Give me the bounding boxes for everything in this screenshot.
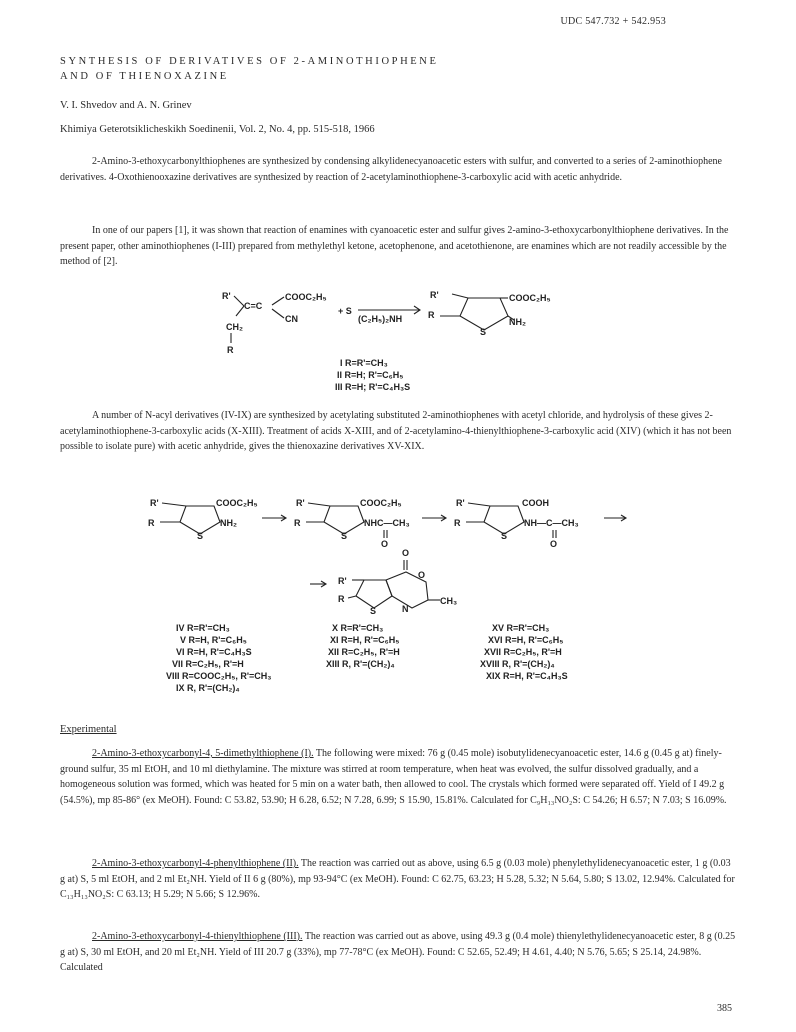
- acetamide-r: R: [294, 518, 301, 528]
- oxazine-ring-s: S: [370, 606, 377, 616]
- journal-citation: Khimiya Geterotsiklicheskikh Soedinenii, Vol. 2, No. 4, pp. 515-518, 1966: [60, 124, 375, 135]
- legend-item: III R=H; R'=C₄H₃S: [335, 382, 411, 392]
- oxazine-carbonyl-o: O: [402, 548, 410, 558]
- experimental-paragraph-3: [60, 929, 736, 976]
- scheme1-product: [428, 290, 551, 337]
- legend-item: XI R=H, R'=C₆H₅: [330, 635, 400, 645]
- legend-item: VII R=C₂H₅, R'=H: [172, 659, 244, 669]
- legend-item: VI R=H, R'=C₄H₃S: [176, 647, 252, 657]
- authors: V. I. Shvedov and A. N. Grinev: [60, 100, 192, 111]
- legend-item: II R=H; R'=C₆H₅: [337, 370, 404, 380]
- paragraph-text: The following were mixed: 76 g (0.45 mole) isobutylidenecyanoacetic ester, 14.6 g (0.45 g at) finely-ground sulfur, 35 ml EtOH, and 10 ml diethylamine. The mixture was stirred at room temperature, when heat was evolved, the sulfur dissolved gradually, and a homogeneous solution was formed, which was heated for 5 min on a water bath, then allowed to cool. The crystals which formed were separated off. Yield of I 49.2 g (54.5%), mp 85-86° (ex MeOH). Found: C 53.82, 53.90; H 6.28, 6.52; N 7.28, 6.99; S 15.90, 15.81%. Calculated for C₉H₁₃NO₂S: C 54.26; H 6.57; N 7.03; S 16.09%.: [60, 748, 727, 806]
- reactant-c-eq-c: C=C: [244, 301, 263, 311]
- acid-oxygen: O: [550, 539, 558, 549]
- intro-paragraph: In one of our papers [1], it was shown that reaction of enamines with cyanoacetic ester and sulfur gives 2-amino-3-ethoxycarbonylthiophene derivatives. In the present paper, other aminothiophenes (I-III) prepared from methylethyl ketone, acetophenone, and acetothienone, are enamines which are not readily accessible by the method of [2].: [60, 225, 729, 267]
- reactant-rprime: R': [222, 291, 231, 301]
- catalyst-label: (C₂H₅)₂NH: [358, 314, 403, 324]
- product-ester: COOC₂H₅: [509, 293, 551, 303]
- reactant-ch2: CH₂: [226, 322, 243, 332]
- acid-cooh: COOH: [522, 498, 549, 508]
- compound-name: 2-Amino-3-ethoxycarbonyl-4-phenylthiophene (II).: [92, 858, 299, 869]
- acetamide-ester: COOC₂H₅: [360, 498, 402, 508]
- scheme2-legend-col3: [480, 623, 568, 681]
- section-heading: Experimental: [60, 724, 117, 735]
- reactant-cn: CN: [285, 314, 298, 324]
- scheme2-thienoxazine: [310, 548, 457, 616]
- scheme2-amine: [148, 498, 286, 541]
- paragraph-text: The reaction was carried out as above, using 49.3 g (0.4 mole) thienylethylidenecyanoacetic ester, 8 g (0.25 g at) S, 30 ml EtOH, and 20 ml Et₂NH. Yield of III 20.7 g (33%), mp 77-78°C (ex MeOH). Found: C 52.65, 52.49; H 4.61, 4.40; N 5.76, 5.65; S 25.14, 24.98%. Calculated: [60, 931, 736, 973]
- legend-item: IX R, R'=(CH₂)₄: [176, 683, 240, 693]
- oxazine-rprime: R': [338, 576, 347, 586]
- product-r: R: [428, 310, 435, 320]
- reactant-r: R: [227, 345, 234, 355]
- plus-sulfur: + S: [338, 306, 352, 316]
- acetamide-group: NHC—CH₃: [364, 518, 410, 528]
- oxazine-r: R: [338, 594, 345, 604]
- legend-item: XV R=R'=CH₃: [492, 623, 550, 633]
- compound-name: 2-Amino-3-ethoxycarbonyl-4-thienylthiophene (III).: [92, 931, 303, 942]
- amine-nh2: NH₂: [220, 518, 237, 528]
- legend-item: V R=H, R'=C₆H₅: [180, 635, 247, 645]
- udc-code: UDC 547.732 + 542.953: [560, 16, 666, 27]
- acid-r: R: [454, 518, 461, 528]
- legend-item: VIII R=COOC₂H₅, R'=CH₃: [166, 671, 272, 681]
- legend-item: XIX R=H, R'=C₄H₃S: [486, 671, 568, 681]
- product-rprime: R': [430, 290, 439, 300]
- scheme1-legend: [335, 358, 410, 392]
- legend-item: XVI R=H, R'=C₆H₅: [488, 635, 564, 645]
- oxazine-ring-o: O: [418, 570, 426, 580]
- legend-item: X R=R'=CH₃: [332, 623, 384, 633]
- title-line-1: SYNTHESIS OF DERIVATIVES OF 2-AMINOTHIOPHENE: [60, 56, 439, 67]
- product-s: S: [480, 327, 487, 337]
- scheme2-acetamide: [294, 498, 446, 549]
- amine-rprime: R': [150, 498, 159, 508]
- reactant-ester: COOC₂H₅: [285, 292, 327, 302]
- abstract: 2-Amino-3-ethoxycarbonylthiophenes are synthesized by condensing alkylidenecyanoacetic esters with sulfur, and converted to a series of 2-aminothiophene derivatives. 4-Oxothienooxazine derivatives are synthesized by reaction of 2-acetylaminothiophene-3-carboxylic acid with acetic anhydride.: [60, 156, 722, 183]
- amine-r: R: [148, 518, 155, 528]
- acid-amide: NH—C—CH₃: [524, 518, 579, 528]
- legend-item: I R=R'=CH₃: [340, 358, 388, 368]
- oxazine-ring-n: N: [402, 604, 409, 614]
- title-line-2: AND OF THIENOXAZINE: [60, 71, 229, 82]
- oxazine-ch3: CH₃: [440, 596, 458, 606]
- body-paragraph: A number of N-acyl derivatives (IV-IX) are synthesized by acetylating substituted 2-aminothiophenes with acetyl chloride, and hydrolysis of these gives 2-acetylaminothiophene-3-carboxylic acids (X-XIII). Treatment of acids X-XIII, and of 2-acetylamino-4-thienylthiophene-3-carboxylic acid (XIV) (which it has not been possible to isolate pure) with acetic anhydride, gives the thienoxazine derivatives XV-XIX.: [60, 410, 732, 452]
- acid-s: S: [501, 531, 508, 541]
- acetamide-rprime: R': [296, 498, 305, 508]
- legend-item: XVIII R, R'=(CH₂)₄: [480, 659, 555, 669]
- page-number: 385: [717, 1003, 732, 1014]
- scheme2-legend-col2: [326, 623, 400, 669]
- compound-name: 2-Amino-3-ethoxycarbonyl-4, 5-dimethylthiophene (I).: [92, 748, 314, 759]
- scheme2-acid: [454, 498, 626, 549]
- acid-rprime: R': [456, 498, 465, 508]
- legend-item: XVII R=C₂H₅, R'=H: [484, 647, 562, 657]
- experimental-paragraph-2: [60, 856, 736, 903]
- paragraph-text: The reaction was carried out as above, using 6.5 g (0.03 mole) phenylethylidenecyanoacetic ester, 1 g (0.03 g at) S, 5 ml EtOH, and 2 ml Et₂NH. Yield of II 6 g (80%), mp 93-94°C (ex MeOH). Found: C 62.75, 63.23; H 5.28, 5.32; N 5.64, 5.80; S 13.02, 12.94%. Calculated for C₁₃H₁₃NO₂S: C 63.13; H 5.29; N 5.66; S 12.96%.: [60, 858, 735, 900]
- product-nh2: NH₂: [509, 317, 526, 327]
- scheme2-legend-col1: [166, 623, 271, 693]
- experimental-paragraph-1: [60, 746, 736, 808]
- legend-item: XII R=C₂H₅, R'=H: [328, 647, 400, 657]
- amine-s: S: [197, 531, 204, 541]
- legend-item: XIII R, R'=(CH₂)₄: [326, 659, 395, 669]
- acetamide-s: S: [341, 531, 348, 541]
- acetamide-oxygen: O: [381, 539, 389, 549]
- scheme1-reactant: [222, 291, 420, 355]
- amine-ester: COOC₂H₅: [216, 498, 258, 508]
- legend-item: IV R=R'=CH₃: [176, 623, 230, 633]
